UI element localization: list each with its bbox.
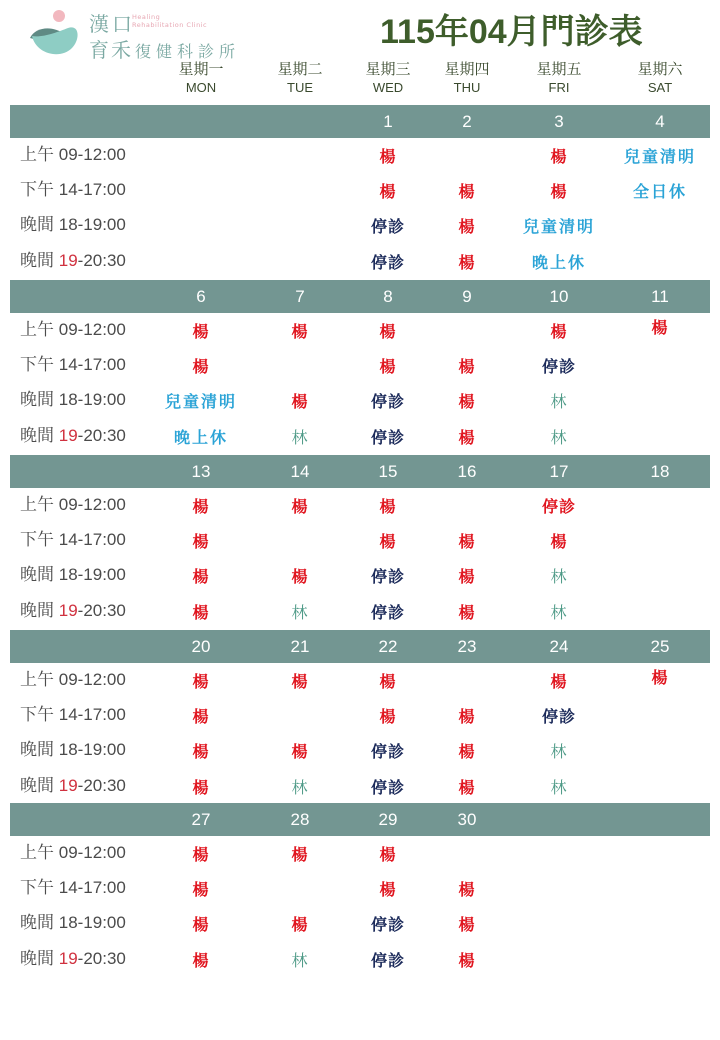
- doctor-yang: 楊: [291, 915, 309, 934]
- slot-prefix: 下午: [20, 180, 59, 199]
- date-number: 17: [549, 462, 569, 481]
- slot-prefix: 晚間: [20, 601, 59, 620]
- doctor-yang: 楊: [192, 672, 210, 691]
- day-name-en: THU: [453, 80, 481, 95]
- week-block: [10, 803, 710, 978]
- slot-time: 14-17:00: [58, 705, 126, 724]
- doctor-yang: 楊: [458, 532, 476, 551]
- date-number: 30: [457, 810, 477, 829]
- doctor-yang: 楊: [379, 497, 397, 516]
- slot-time: 18-19:00: [58, 215, 126, 234]
- doctor-yang: 楊: [550, 322, 568, 341]
- holiday-note: 全日休: [632, 182, 687, 201]
- time-slot-label: [20, 565, 126, 585]
- slot-time: 14-17:00: [58, 355, 126, 374]
- slot-prefix: 晚間: [20, 949, 59, 968]
- date-number: 9: [462, 287, 472, 306]
- time-slot-label: [20, 776, 126, 796]
- time-slot-label: [20, 530, 126, 550]
- date-number: 14: [290, 462, 310, 481]
- date-number: 6: [196, 287, 206, 306]
- slot-highlight: 19: [58, 251, 78, 270]
- doctor-yang: 楊: [550, 182, 568, 201]
- slot-time: 09-12:00: [58, 495, 126, 514]
- slot-highlight: 19: [58, 601, 78, 620]
- slot-prefix: 晚間: [20, 390, 59, 409]
- slot-prefix: 晚間: [20, 740, 59, 759]
- slot-time: 18-19:00: [58, 390, 126, 409]
- slot-highlight: 19: [58, 949, 78, 968]
- day-header-wed: [348, 60, 428, 96]
- doctor-yang: 楊: [458, 742, 476, 761]
- slot-time: 18-19:00: [58, 913, 126, 932]
- doctor-yang: 楊: [458, 217, 476, 236]
- time-slot-label: [20, 145, 126, 165]
- date-number: 25: [650, 637, 670, 656]
- date-number: 22: [378, 637, 398, 656]
- date-number: 21: [290, 637, 310, 656]
- slot-time: -20:30: [77, 776, 126, 795]
- day-name-zh: 星期一: [178, 60, 224, 78]
- holiday-note: 兒童清明: [623, 147, 696, 166]
- time-slot-label: [20, 949, 126, 969]
- doctor-lin: 林: [291, 951, 309, 970]
- doctor-yang: 楊: [192, 567, 210, 586]
- slot-prefix: 晚間: [20, 913, 59, 932]
- doctor-yang: 楊: [458, 951, 476, 970]
- doctor-lin: 林: [291, 778, 309, 797]
- closed-status: 停診: [370, 567, 405, 586]
- doctor-yang: 楊: [458, 392, 476, 411]
- time-slot-label: [20, 320, 126, 340]
- time-slot-label: [20, 390, 126, 410]
- slot-prefix: 下午: [20, 355, 59, 374]
- doctor-yang: 楊: [192, 951, 210, 970]
- doctor-lin: 林: [550, 603, 568, 622]
- doctor-yang: 楊: [192, 497, 210, 516]
- doctor-yang: 楊: [379, 880, 397, 899]
- doctor-yang: 楊: [192, 322, 210, 341]
- slot-prefix: 上午: [20, 495, 59, 514]
- doctor-yang: 楊: [379, 845, 397, 864]
- holiday-note: 晚上休: [173, 428, 228, 447]
- doctor-yang: 楊: [458, 253, 476, 272]
- doctor-lin: 林: [550, 567, 568, 586]
- slot-prefix: 晚間: [20, 426, 59, 445]
- doctor-yang: 楊: [291, 845, 309, 864]
- doctor-yang: 楊: [192, 707, 210, 726]
- date-number: 1: [383, 112, 393, 131]
- date-number: 29: [378, 810, 398, 829]
- day-name-en: WED: [372, 80, 404, 95]
- clinic-name-en-line1: Healing: [132, 13, 161, 21]
- day-name-en: TUE: [287, 80, 313, 95]
- doctor-yang: 楊: [651, 668, 669, 687]
- clinic-name-line2: [89, 34, 240, 63]
- slot-highlight: 19: [58, 776, 78, 795]
- closed-status: 停診: [370, 778, 405, 797]
- doctor-yang: 楊: [291, 392, 309, 411]
- slot-time: 18-19:00: [58, 565, 126, 584]
- slot-highlight: 19: [58, 426, 78, 445]
- page-title: 115年04月門診表: [380, 13, 643, 51]
- week-block: [10, 280, 710, 455]
- slot-time: 14-17:00: [58, 180, 126, 199]
- day-header-thu: [427, 60, 507, 96]
- date-number: 8: [383, 287, 393, 306]
- doctor-yang: 楊: [291, 567, 309, 586]
- closed-status: 停診: [370, 392, 405, 411]
- doctor-yang: 楊: [379, 707, 397, 726]
- clinic-name-english: [132, 13, 207, 29]
- slot-time: 18-19:00: [58, 740, 126, 759]
- doctor-yang: 楊: [458, 778, 476, 797]
- holiday-note: 兒童清明: [522, 217, 595, 236]
- doctor-yang: 楊: [458, 428, 476, 447]
- time-slot-label: [20, 843, 126, 863]
- date-number: 10: [549, 287, 569, 306]
- doctor-lin: 林: [291, 428, 309, 447]
- day-name-zh: 星期四: [444, 60, 490, 78]
- closed-status: 停診: [370, 217, 405, 236]
- time-slot-label: [20, 740, 126, 760]
- day-name-en: MON: [185, 80, 217, 95]
- slot-time: -20:30: [77, 426, 126, 445]
- date-number: 15: [378, 462, 398, 481]
- doctor-yang: 楊: [550, 147, 568, 166]
- clinic-logo-icon: [28, 8, 80, 56]
- doctor-yang: 楊: [458, 707, 476, 726]
- closed-status: 停診: [370, 742, 405, 761]
- slot-time: -20:30: [77, 251, 126, 270]
- doctor-yang: 楊: [291, 672, 309, 691]
- date-number: 16: [457, 462, 477, 481]
- doctor-yang: 楊: [458, 567, 476, 586]
- slot-prefix: 上午: [20, 843, 59, 862]
- date-number: 2: [462, 112, 472, 131]
- time-slot-label: [20, 878, 126, 898]
- clinic-name-line2b: 復健科診所: [135, 42, 241, 61]
- slot-time: 14-17:00: [58, 530, 126, 549]
- doctor-yang: 楊: [291, 497, 309, 516]
- slot-prefix: 晚間: [20, 565, 59, 584]
- slot-prefix: 上午: [20, 670, 59, 689]
- day-name-zh: 星期五: [536, 60, 582, 78]
- doctor-lin: 林: [550, 778, 568, 797]
- day-name-zh: 星期二: [277, 60, 323, 78]
- slot-prefix: 下午: [20, 705, 59, 724]
- time-slot-label: [20, 355, 126, 375]
- date-number: 18: [650, 462, 670, 481]
- time-slot-label: [20, 426, 126, 446]
- date-number: 23: [457, 637, 477, 656]
- slot-prefix: 上午: [20, 320, 59, 339]
- slot-prefix: 上午: [20, 145, 59, 164]
- date-number: 7: [295, 287, 305, 306]
- date-number: 28: [290, 810, 310, 829]
- date-number: 3: [554, 112, 564, 131]
- day-name-en: SAT: [647, 80, 673, 95]
- slot-time: -20:30: [77, 949, 126, 968]
- doctor-yang: 楊: [192, 357, 210, 376]
- doctor-yang: 楊: [379, 182, 397, 201]
- time-slot-label: [20, 601, 126, 621]
- doctor-yang: 楊: [192, 915, 210, 934]
- day-header-mon: [161, 60, 241, 96]
- day-name-zh: 星期六: [637, 60, 683, 78]
- doctor-lin: 林: [550, 428, 568, 447]
- slot-prefix: 晚間: [20, 251, 59, 270]
- slot-time: 14-17:00: [58, 878, 126, 897]
- doctor-yang: 楊: [291, 322, 309, 341]
- doctor-yang: 楊: [192, 845, 210, 864]
- doctor-lin: 林: [291, 603, 309, 622]
- closed-status: 停診: [370, 915, 405, 934]
- doctor-lin: 林: [550, 742, 568, 761]
- slot-prefix: 晚間: [20, 776, 59, 795]
- slot-prefix: 下午: [20, 530, 59, 549]
- week-block: [10, 105, 710, 280]
- slot-prefix: 下午: [20, 878, 59, 897]
- doctor-yang: 楊: [379, 147, 397, 166]
- time-slot-label: [20, 705, 126, 725]
- day-name-zh: 星期三: [365, 60, 411, 78]
- doctor-yang: 楊: [458, 182, 476, 201]
- date-number: 11: [651, 287, 669, 306]
- clinic-name-line1: 漢口: [89, 12, 135, 36]
- slot-time: 09-12:00: [58, 145, 126, 164]
- week-block: [10, 630, 710, 805]
- slot-time: 09-12:00: [58, 670, 126, 689]
- doctor-yang: 楊: [458, 880, 476, 899]
- slot-time: 09-12:00: [58, 320, 126, 339]
- closed-status: 停診: [370, 603, 405, 622]
- doctor-yang: 楊: [379, 532, 397, 551]
- date-number: 24: [549, 637, 569, 656]
- day-header-fri: [519, 60, 599, 96]
- date-number: 20: [191, 637, 211, 656]
- doctor-yang: 楊: [192, 778, 210, 797]
- doctor-yang: 楊: [379, 322, 397, 341]
- doctor-yang: 楊: [192, 532, 210, 551]
- closed-status: 停診: [541, 707, 576, 726]
- doctor-yang: 楊: [458, 357, 476, 376]
- doctor-yang: 楊: [379, 672, 397, 691]
- doctor-yang: 楊: [651, 318, 669, 337]
- day-name-en: FRI: [548, 80, 570, 95]
- week-block: [10, 455, 710, 630]
- time-slot-label: [20, 495, 126, 515]
- date-number: 4: [655, 112, 665, 131]
- clinic-name-en-line2: Rehabilitation Clinic: [132, 21, 208, 29]
- date-number: 13: [191, 462, 211, 481]
- doctor-yang: 楊: [379, 357, 397, 376]
- doctor-yang: 楊: [550, 532, 568, 551]
- slot-time: 09-12:00: [58, 843, 126, 862]
- date-number: 27: [191, 810, 211, 829]
- holiday-note: 晚上休: [531, 253, 586, 272]
- doctor-yang: 楊: [458, 603, 476, 622]
- closed-status: 停診: [541, 497, 576, 516]
- closed-status: 停診: [370, 951, 405, 970]
- doctor-yang: 楊: [458, 915, 476, 934]
- closed-status: 停診: [370, 253, 405, 272]
- time-slot-label: [20, 215, 126, 235]
- doctor-lin: 林: [550, 392, 568, 411]
- slot-prefix: 晚間: [20, 215, 59, 234]
- day-header-tue: [260, 60, 340, 96]
- doctor-yang: 楊: [291, 742, 309, 761]
- holiday-note: 兒童清明: [164, 392, 237, 411]
- doctor-yang: 楊: [192, 880, 210, 899]
- doctor-yang: 楊: [192, 603, 210, 622]
- doctor-yang: 楊: [192, 742, 210, 761]
- closed-status: 停診: [370, 428, 405, 447]
- time-slot-label: [20, 670, 126, 690]
- time-slot-label: [20, 251, 126, 271]
- doctor-yang: 楊: [550, 672, 568, 691]
- closed-status: 停診: [541, 357, 576, 376]
- time-slot-label: [20, 913, 126, 933]
- slot-time: -20:30: [77, 601, 126, 620]
- time-slot-label: [20, 180, 126, 200]
- clinic-name-line2a: 育禾: [89, 38, 133, 62]
- day-header-sat: [620, 60, 700, 96]
